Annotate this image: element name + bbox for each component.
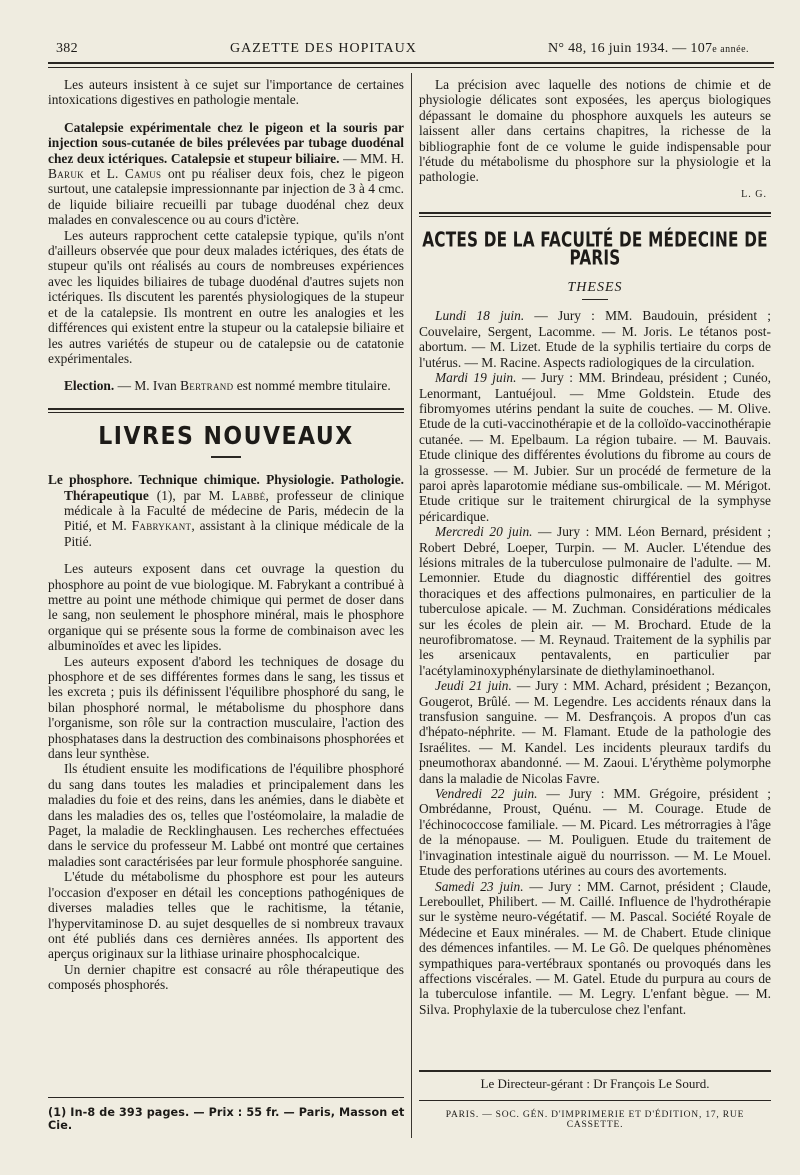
page-header xyxy=(48,41,774,61)
book-footnote: (1) In-8 de 393 pages. — Prix : 55 fr. — Paris, Masson et Cie. xyxy=(48,1106,405,1132)
heading-underline xyxy=(211,456,241,458)
theses-day-wednesday xyxy=(419,524,771,678)
book-author-labbe: Labbé xyxy=(231,487,266,503)
day-label: Lundi 18 juin. xyxy=(435,308,525,324)
theses-heading: THESES xyxy=(567,280,623,296)
theses-underline xyxy=(582,299,608,300)
section-divider xyxy=(48,408,404,413)
section-divider-right xyxy=(419,212,771,217)
election-text: est nommé membre titulaire. xyxy=(236,378,391,394)
theses-day-monday xyxy=(419,308,771,370)
author-camus: Camus xyxy=(124,166,162,182)
day-text: — Jury : MM. Baudouin, président ; Couvelaire, Sergent, Lacomme. — M. Joris. Le tétanos post-abortum. — M. Lizet. Etude de la syphilis tertiaire du corps de l'utérus. — M. Racine. Aspects radiologiques de la circulation. xyxy=(419,308,771,370)
header-rule-thick xyxy=(48,62,774,64)
theses-day-thursday xyxy=(419,678,771,786)
review-signature: L. G. xyxy=(741,188,767,200)
theses-list xyxy=(419,308,771,1017)
review-paragraph-2: Les auteurs exposent d'abord les techniques de dosage du phosphore et de ses différentes formes dans le sang, les tissus et les excreta ; puis ils définissent l'équilibre phosphoré du sang, le bilan phosphoré normal, le métabolisme du phosphore dans l'organisme, son rôle sur la contraction musculaire, l'action des phosphatases dans la destruction des combinaisons phosphorées et dans leur synthèse. xyxy=(48,653,404,762)
day-text: — Jury : MM. Léon Bernard, président ; Robert Debré, Loeper, Turpin. — M. Aucler. L'étendue des lésions mitrales de la tuberculose pulmonaire de l'adulte. — M. Lemonnier. Etude du diagnostic différentiel des goitres thoraciques et des affections pulmonaires, en particulier de la tuberculose apicale. — M. Zuchman. Considérations médicales sur les écoles de plein air. — M. Brochard. Etude de la neurofibromatose. — M. Reynaud. Traitement de la syphilis par les arsenicaux pentavalents, en particulier par l'acétylaminoxyphénylarsinate de diethylaminoethanol. xyxy=(419,524,771,678)
book-entry xyxy=(48,472,404,549)
day-text: — Jury : MM. Brindeau, président ; Cunéo, Lenormant, Lantuéjoul. — Mme Goldstein. Etude des fibromyomes utérins pendant la suite de couches. — M. Olive. Etude de la cuti-vaccinothérapie et de la colloïdo-vaccinothérapie cutanée. — M. Epelbaum. La région tubaire. — M. Bauvais. Etude clinique des différentes évolutions du fibrome au cours de la grossesse. — M. Jubier. Sur un procédé de fermeture de la paroi après laparotomie médiane sus-ombilicale. — M. Mérigot. Etude critique sur le traitement chirurgical de la symphyse péricardique. xyxy=(419,370,772,524)
review-conclusion: La précision avec laquelle des notions de chimie et de physiologie délicates sont exposées, les aperçus biologiques dépassant le domaine du phosphore auxquels les auteurs se laissent aller dans certains chapitres, la richesse de la bibliographie font de ce volume le guide indispensable pour l'étude du métabolisme du phosphore sur la physiologie et la pathologie. xyxy=(419,77,771,185)
journal-title: GAZETTE DES HOPITAUX xyxy=(230,41,417,56)
catalepsie-paragraph-2: Les auteurs rapprochent cette catalepsie typique, qu'ils n'ont d'ailleurs observée que pour deux malades ictériques, des états de stupeur qu'ils ont réalisés au cours de nombreuses expériences avec les liquides biliaires de tubage duodénal d'autres sujets non ictériques. Ils discutent les parentés physiologiques de la stupeur et de la catalepsie. Ils montrent en outre les analogies et les différences qui existent entre la stupeur ou la catalepsie biliaire et les autres variétés de stupeur ou de catalepsie ou de catatonie expérimentales. xyxy=(48,227,404,366)
catalepsie-title: Catalepsie expérimentale chez le pigeon et la souris par injection sous-cutanée de biles prélevées par tubage duodénal chez deux ictériques. Catalepsie et stupeur biliaire. xyxy=(48,119,404,166)
book-title: Le phosphore. Technique chimique. Physiologie. Pathologie. Thérapeutique xyxy=(48,472,404,503)
day-label: Mardi 19 juin. xyxy=(435,370,517,386)
header-rule-thin xyxy=(48,67,774,68)
gerant-rule-top xyxy=(419,1070,771,1072)
day-label: Mercredi 20 juin. xyxy=(435,524,533,540)
election-label: Election. xyxy=(64,378,115,394)
theses-day-saturday xyxy=(419,879,771,1018)
catalepsie-authors-prefix: — MM. H. xyxy=(343,150,404,166)
issue-info xyxy=(548,41,749,57)
column-divider xyxy=(411,73,412,1138)
review-paragraph-1: Les auteurs exposent dans cet ouvrage la question du phosphore au point de vue biologique. M. Fabrykant a contribué à mettre au point une méthode chimique qui permet de doser dans le sang, non seulement le phosphore minéral, mais le phosphore organique qui se présente sous la forme de combinaison avec les albuminoïdes et avec les lipides. xyxy=(48,561,404,654)
day-label: Jeudi 21 juin. xyxy=(435,678,512,694)
election-name: Bertrand xyxy=(180,378,234,394)
election-entry xyxy=(48,378,404,393)
theses-day-friday xyxy=(419,786,771,878)
directeur-gerant: Le Directeur-gérant : Dr François Le Sourd. xyxy=(480,1076,710,1091)
catalepsie-entry xyxy=(48,120,404,228)
issue-year-suffix: e année. xyxy=(712,44,750,55)
review-paragraph-3: Ils étudient ensuite les modifications de l'équilibre phosphoré du sang dans toutes les maladies et principalement dans les maladies du foie et des reins, dans les anémies, dans le diabète et dans les maladies des os, telles que l'ostéomolaire, la maladie de Paget, la maladie de Recklinghausen. Les recherches effectuées dans le service du professeur M. Labbé ont montré que certaines maladies sont caractérisées par leur formule phosphorée sanguine. xyxy=(48,761,404,869)
page-number: 382 xyxy=(56,41,78,56)
catalepsie-text: ont pu réaliser deux fois, chez le pigeon surtout, une catalepsie impressionnante par injection de 3 à 4 cmc. de liquide biliaire recueilli par tubage duodénal chez deux malades en convalescence ou au cours d'ictère. xyxy=(48,166,405,228)
day-label: Vendredi 22 juin. xyxy=(435,786,538,802)
day-text: — Jury : MM. Achard, président ; Bezançon, Gougerot, Brûlé. — M. Legendre. Les accidents rénaux dans la transfusion sanguine. — M. Desfrançois. A propos d'un cas d'hépato-néphrite. — M. Flamant. Etude de la pathologie des Israélites. — M. Kandel. Les incidents pleuraux tardifs du pneumothorax abandonné. — M. Zaoui. L'érythème polymorphe dans la maladie de Nicolas Favre. xyxy=(419,678,771,786)
review-paragraph-4: L'étude du métabolisme du phosphore est pour les auteurs l'occasion d'exposer en détail les conceptions pathogéniques de diverses maladies telles que le rachitisme, la tétanie, l'hypervitaminose D. au sujet desquelles de si nombreux travaux ont été publiés dans ces dernières années. Ils apportent des aperçus originaux sur la lithiase urinaire phosphocalcique. xyxy=(48,869,404,962)
book-desc-2: , assistant à la clinique médicale de la Pitié. xyxy=(64,518,404,549)
right-column xyxy=(419,77,771,1017)
issue-date: N° 48, 16 juin 1934. — 107 xyxy=(548,41,713,56)
day-text: — Jury : MM. Grégoire, président ; Ombrédanne, Proust, Quénu. — M. Courage. Etude de l'échinococcose familiale. — M. Picard. Les métrorragies à l'âge de la ménopause. — M. Pouliguen. Etude du traitement de l'invagination intestinale aiguë du nourrisson. — M. Le Mouel. Etude des perforations utérines au cours des avortements. xyxy=(419,786,771,879)
day-text: — Jury : MM. Carnot, président ; Claude, Lereboullet, Philibert. — M. Caillé. Influence de l'hydrothérapie sur le système neuro-végétatif. — M. Pascal. Société Royale de Médecine et Eaux minérales. — M. de Chabert. Etude clinique des démences infantiles. — M. Le Gô. De quelques phénomènes sympathiques para-vertébraux spontanés ou provoqués dans les affections viscérales. — M. Gatel. Etude du purpura au cours de la tuberculose infantile. — M. Legry. L'enfant bègue. — M. Silva. Prophylaxie de la tuberculose chez l'enfant. xyxy=(419,878,772,1017)
theses-day-tuesday xyxy=(419,370,771,524)
intro-paragraph: Les auteurs insistent à ce sujet sur l'importance de certaines intoxications digestives en pathologie mentale. xyxy=(48,77,404,108)
livres-nouveaux-heading: LIVRES NOUVEAUX xyxy=(98,421,354,451)
day-label: Samedi 23 juin. xyxy=(435,878,524,894)
actes-heading: ACTES DE LA FACULTÉ DE MÉDECINE DE PARIS xyxy=(422,228,768,272)
review-paragraph-5: Un dernier chapitre est consacré au rôle thérapeutique des composés phosphorés. xyxy=(48,961,404,993)
election-prefix: — M. Ivan xyxy=(117,378,177,394)
book-desc-1: , professeur de clinique médicale à la Faculté de médecine de Paris, médecin de la Pitié, et M. xyxy=(64,487,405,534)
left-column xyxy=(48,77,404,993)
book-ref: (1), par M. xyxy=(156,487,224,503)
author-baruk: Baruk xyxy=(48,166,84,182)
book-author-fabrykant: Fabrykant xyxy=(131,518,192,534)
printer-credit: PARIS. — SOC. GÉN. D'IMPRIMERIE ET D'ÉDITION, 17, RUE CASSETTE. xyxy=(445,1110,745,1130)
footnote-rule xyxy=(48,1097,404,1098)
catalepsie-and: et L. xyxy=(90,166,119,182)
gerant-rule-bottom xyxy=(419,1100,771,1101)
